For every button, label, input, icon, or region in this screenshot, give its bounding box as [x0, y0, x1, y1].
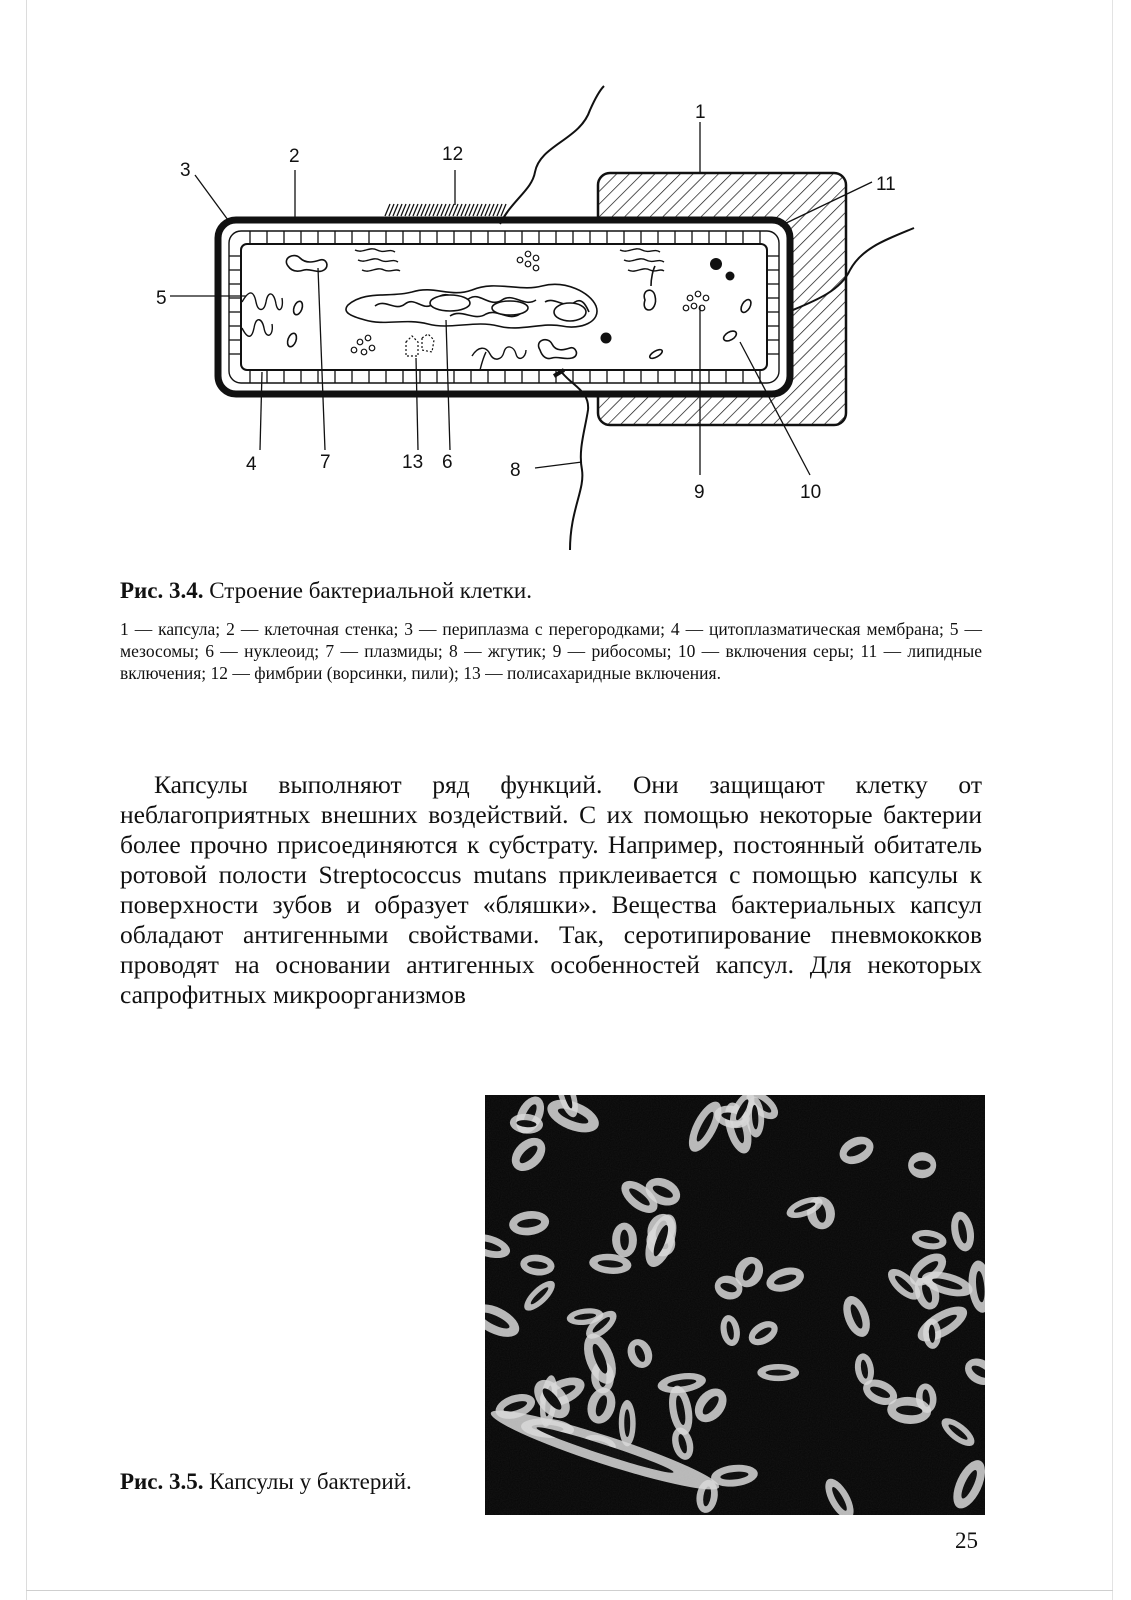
figure-3-4-caption [120, 578, 532, 604]
flagellum-top [500, 86, 604, 224]
figure-3-5-caption-title: Капсулы у бактерий. [209, 1469, 412, 1494]
page-edge-right [1112, 0, 1113, 1600]
figure-3-4-caption-title: Строение бактериальной клетки. [209, 578, 532, 603]
page-edge-bottom [26, 1590, 1113, 1591]
label-4: 4 [246, 454, 257, 475]
label-8: 8 [510, 460, 521, 481]
label-13: 13 [402, 452, 424, 473]
page-number: 25 [955, 1528, 978, 1553]
label-2: 2 [289, 146, 300, 167]
label-9: 9 [694, 482, 705, 503]
figure-3-5-caption [120, 1468, 450, 1496]
label-7: 7 [320, 452, 331, 473]
label-5: 5 [156, 288, 167, 309]
page-edge-left [26, 0, 27, 1600]
bacteria-capsules-photo [485, 1095, 985, 1515]
label-1: 1 [695, 102, 706, 123]
photo-grain [485, 1095, 985, 1515]
label-6: 6 [442, 452, 453, 473]
body-paragraph: Капсулы выполняют ряд функций. Они защищают клетку от неблагоприятных внешних воздействий. С их помощью некоторые бактерии более прочно присоединяются к субстрату. Например, постоянный обитатель ротовой полости Streptococcus mutans приклеивается с помощью капсулы к поверхности зубов и образует «бляшки». Вещества бактериальных капсул обладают антигенными свойствами. Так, серотипирование пневмококков проводят на основании антигенных особенностей капсул. Для некоторых сапрофитных микроорганизмов [120, 770, 982, 1009]
figure-3-4-legend: 1 — капсула; 2 — клеточная стенка; 3 — периплазма с перегородками; 4 — цитоплазматическая мембрана; 5 — мезосомы; 6 — нуклеоид; 7 — плазмиды; 8 — жгутик; 9 — рибосомы; 10 — включения серы; 11 — липидные включения; 12 — фимбрии (ворсинки, пили); 13 — полисахаридные включения. [120, 619, 982, 683]
label-11: 11 [876, 174, 896, 195]
label-10: 10 [800, 482, 822, 503]
bacterial-cell-diagram [150, 80, 950, 570]
label-12: 12 [442, 144, 464, 165]
label-3: 3 [180, 160, 191, 181]
fimbriae [385, 204, 506, 216]
figure-3-5-caption-prefix: Рис. 3.5. [120, 1469, 204, 1494]
figure-3-4-caption-prefix: Рис. 3.4. [120, 578, 204, 603]
